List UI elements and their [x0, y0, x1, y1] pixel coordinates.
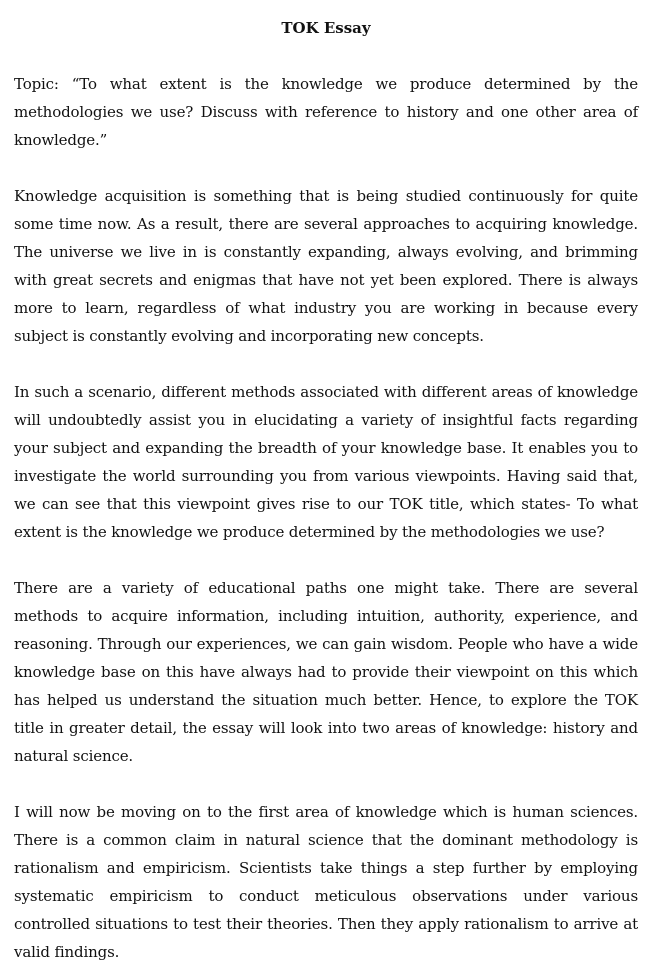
- body-paragraph-2: In such a scenario, different methods associated with different areas of knowledge will undoubtedly assist you in elucidating a variety of insightful facts regarding your subject and expanding the breadth of your knowledge base. It enables you to investigate the world surrounding you from various viewpoints. Having said that, we can see that this viewpoint gives rise to our TOK title, which states- To what extent is the knowledge we produce determined by the methodologies we use?: [14, 383, 638, 541]
- body-paragraph-3: There are a variety of educational paths one might take. There are several methods to acquire information, including intuition, authority, experience, and reasoning. Through our experiences, we can gain wisdom. People who have a wide knowledge base on this have always had to provide their viewpoint on this which has helped us understand the situation much better. Hence, to explore the TOK title in greater detail, the essay will look into two areas of knowledge: history and natural science.: [14, 579, 638, 765]
- spacer: [14, 546, 638, 574]
- document-title: TOK Essay: [281, 19, 371, 37]
- topic-paragraph: Topic: “To what extent is the knowledge we produce determined by the methodologies we use? Discuss with reference to history and one other area of knowledge.”: [14, 75, 638, 149]
- spacer: [14, 350, 638, 378]
- spacer: [14, 154, 638, 182]
- document-page: [14, 0, 638, 966]
- spacer: [14, 42, 638, 70]
- spacer: [14, 770, 638, 798]
- body-paragraph-4: I will now be moving on to the first area of knowledge which is human sciences. There is a common claim in natural science that the dominant methodology is rationalism and empiricism. Scientists take things a step further by employing systematic empiricism to conduct meticulous observations under various controlled situations to test their theories. Then they apply rationalism to arrive at valid findings.: [14, 803, 638, 961]
- body-paragraph-1: Knowledge acquisition is something that is being studied continuously for quite some time now. As a result, there are several approaches to acquiring knowledge. The universe we live in is constantly expanding, always evolving, and brimming with great secrets and enigmas that have not yet been explored. There is always more to learn, regardless of what industry you are working in because every subject is constantly evolving and incorporating new concepts.: [14, 187, 638, 345]
